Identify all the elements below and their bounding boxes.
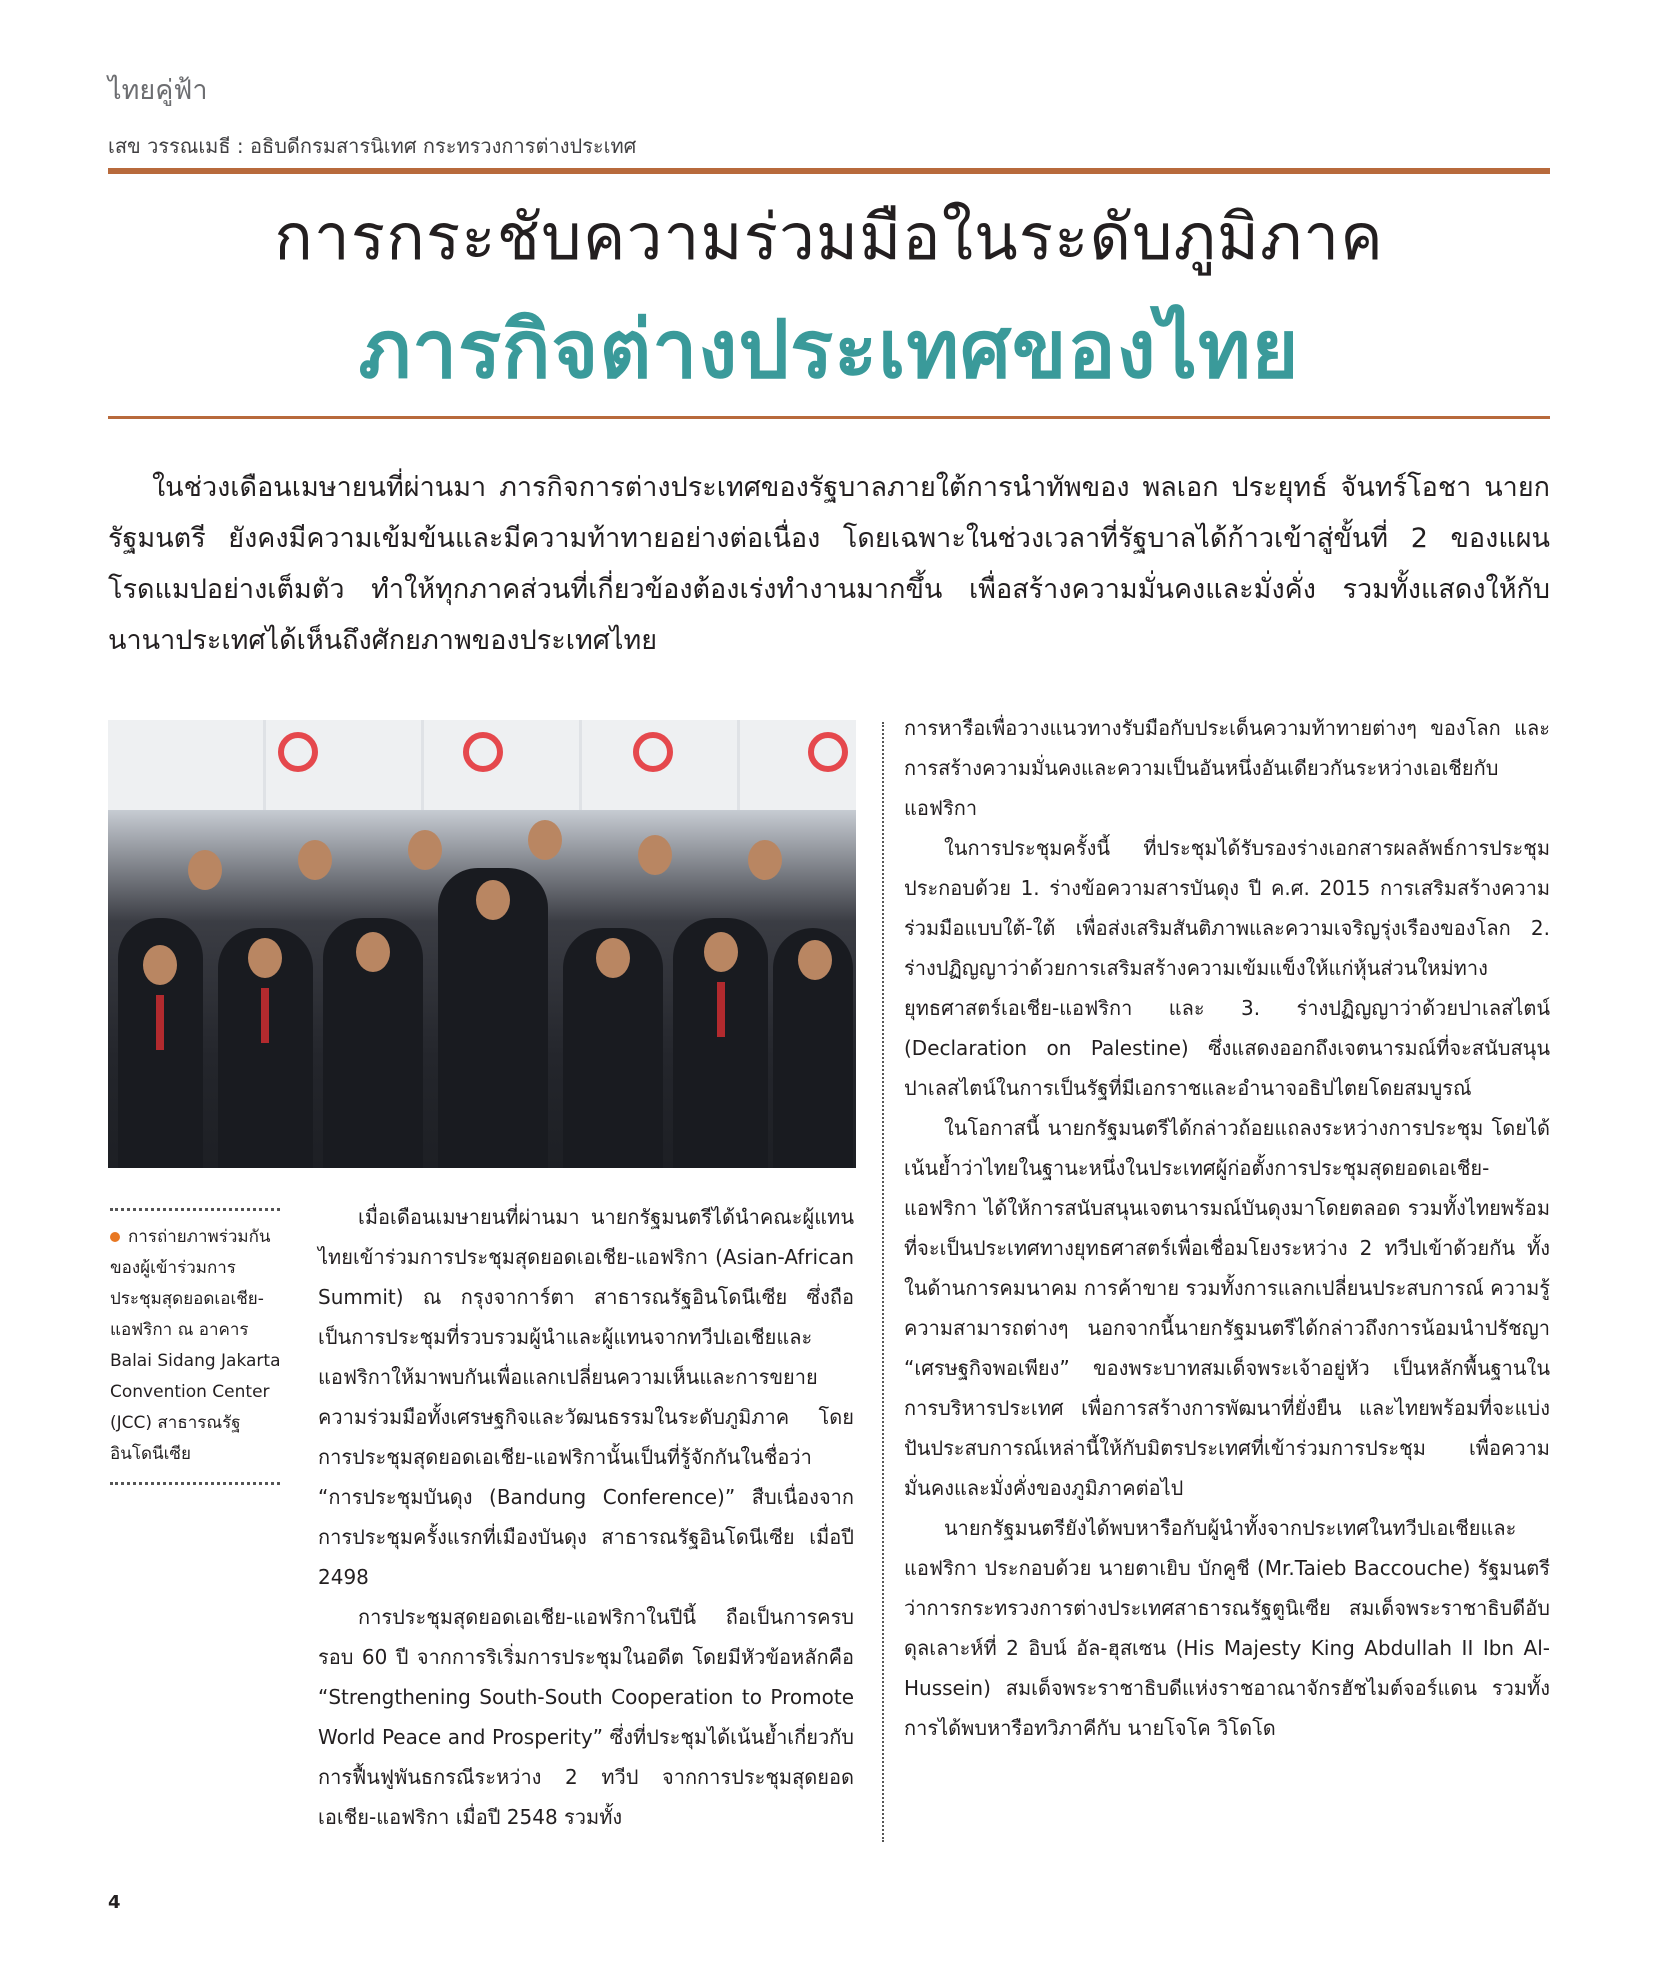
logo-icon xyxy=(808,732,848,772)
section-label: ไทยคู่ฟ้า xyxy=(108,75,208,106)
tie xyxy=(717,982,725,1037)
body-paragraph: เมื่อเดือนเมษายนที่ผ่านมา นายกรัฐมนตรีได้นำคณะผู้แทนไทยเข้าร่วมการประชุมสุดยอดเอเชีย-แอฟริกา (Asian-African Summit) ณ กรุงจาการ์ตา สาธารณรัฐอินโดนีเซีย ซึ่งถือเป็นการประชุมที่รวบรวมผู้นำและผู้แทนจากทวีปเอเชียและแอฟริกาให้มาพบกันเพื่อแลกเปลี่ยนความเห็นและการขยายความร่วมมือทั้งเศรษฐกิจและวัฒนธรรมในระดับภูมิภาค โดยการประชุมสุดยอดเอเชีย-แอฟริกานั้นเป็นที่รู้จักกันในชื่อว่า “การประชุมบันดุง (Bandung Conference)” สืบเนื่องจากการประชุมครั้งแรกที่เมืองบันดุง สาธารณรัฐอินโดนีเซีย เมื่อปี 2498 xyxy=(318,1205,854,1589)
tie xyxy=(156,995,164,1050)
person-head xyxy=(248,938,282,978)
lead-paragraph: ในช่วงเดือนเมษายนที่ผ่านมา ภารกิจการต่างประเทศของรัฐบาลภายใต้การนำทัพของ พลเอก ประยุทธ์ จันทร์โอชา นายกรัฐมนตรี ยังคงมีความเข้มข้นและมีความท้าทายอย่างต่อเนื่อง โดยเฉพาะในช่วงเวลาที่รัฐบาลได้ก้าวเข้าสู่ขั้นที่ 2 ของแผนโรดแมปอย่างเต็มตัว ทำให้ทุกภาคส่วนที่เกี่ยวข้องต้องเร่งทำงานมากขึ้น เพื่อสร้างความมั่นคงและมั่งคั่ง รวมทั้งแสดงให้กับนานาประเทศได้เห็นถึงศักยภาพของประเทศไทย xyxy=(108,472,1550,656)
person-head xyxy=(356,932,390,972)
logo-icon xyxy=(633,732,673,772)
middle-column xyxy=(318,1197,854,1837)
summit-group-photo xyxy=(108,720,856,1168)
person-head xyxy=(798,940,832,980)
title-rule xyxy=(108,416,1550,419)
person-head xyxy=(596,938,630,978)
caption-text: การถ่ายภาพร่วมกันของผู้เข้าร่วมการประชุมสุดยอดเอเชีย-แอฟริกา ณ อาคาร Balai Sidang Jakarta Convention Center (JCC) สาธารณรัฐอินโดนีเซีย xyxy=(110,1227,281,1464)
body-paragraph: การประชุมสุดยอดเอเชีย-แอฟริกาในปีนี้ ถือเป็นการครบรอบ 60 ปี จากการริเริ่มการประชุมในอดีต โดยมีหัวข้อหลักคือ “Strengthening South-South Cooperation to Promote World Peace and Prosperity” ซึ่งที่ประชุมได้เน้นย้ำเกี่ยวกับการฟื้นฟูพันธกรณีระหว่าง 2 ทวีป จากการประชุมสุดยอดเอเชีย-แอฟริกา เมื่อปี 2548 รวมทั้ง xyxy=(318,1605,854,1829)
person-head xyxy=(408,830,442,870)
body-paragraph: การหารือเพื่อวางแนวทางรับมือกับประเด็นความท้าทายต่างๆ ของโลก และการสร้างความมั่นคงและความเป็นอันหนึ่งอันเดียวกันระหว่างเอเชียกับแอฟริกา xyxy=(904,716,1550,820)
person-head xyxy=(476,880,510,920)
logo-icon xyxy=(463,732,503,772)
tie xyxy=(261,988,269,1043)
page-title: การกระชับความร่วมมือในระดับภูมิภาค xyxy=(274,201,1384,275)
bullet-icon xyxy=(110,1232,120,1242)
person-head xyxy=(188,850,222,890)
person-head xyxy=(528,820,562,860)
body-paragraph: ในการประชุมครั้งนี้ ที่ประชุมได้รับรองร่างเอกสารผลลัพธ์การประชุม ประกอบด้วย 1. ร่างข้อความสารบันดุง ปี ค.ศ. 2015 การเสริมสร้างความร่วมมือแบบใต้-ใต้ เพื่อส่งเสริมสันติภาพและความเจริญรุ่งเรืองของโลก 2. ร่างปฏิญญาว่าด้วยการเสริมสร้างความเข้มแข็งให้แก่หุ้นส่วนใหม่ทางยุทธศาสตร์เอเชีย-แอฟริกา และ 3. ร่างปฏิญญาว่าด้วยปาเลสไตน์ (Declaration on Palestine) ซึ่งแสดงออกถึงเจตนารมณ์ที่จะสนับสนุนปาเลสไตน์ในการเป็นรัฐที่มีเอกราชและอำนาจอธิปไตยโดยสมบูรณ์ xyxy=(904,836,1550,1100)
person-head xyxy=(143,945,177,985)
page-number: 4 xyxy=(108,1892,121,1913)
caption-bottom-divider xyxy=(110,1482,280,1485)
top-rule xyxy=(108,168,1550,174)
body-paragraph: นายกรัฐมนตรียังได้พบหารือกับผู้นำทั้งจากประเทศในทวีปเอเชียและแอฟริกา ประกอบด้วย นายตาเยิบ บักคูชี (Mr.Taieb Baccouche) รัฐมนตรีว่าการกระทรวงการต่างประเทศสาธารณรัฐตูนิเซีย สมเด็จพระราชาธิบดีอับดุลเลาะห์ที่ 2 อิบน์ อัล-ฮุสเซน (His Majesty King Abdullah II Ibn Al-Hussein) สมเด็จพระราชาธิบดีแห่งราชอาณาจักรฮัชไมต์จอร์แดน รวมทั้งการได้พบหารือทวิภาคีกับ นายโจโค วิโดโด xyxy=(904,1516,1550,1740)
body-paragraph: ในโอกาสนี้ นายกรัฐมนตรีได้กล่าวถ้อยแถลงระหว่างการประชุม โดยได้เน้นย้ำว่าไทยในฐานะหนึ่งในประเทศผู้ก่อตั้งการประชุมสุดยอดเอเชีย-แอฟริกา ได้ให้การสนับสนุนเจตนารมณ์บันดุงมาโดยตลอด รวมทั้งไทยพร้อมที่จะเป็นประเทศทางยุทธศาสตร์เพื่อเชื่อมโยงระหว่าง 2 ทวีปเข้าด้วยกัน ทั้งในด้านการคมนาคม การค้าขาย รวมทั้งการแลกเปลี่ยนประสบการณ์ ความรู้ ความสามารถต่างๆ นอกจากนี้นายกรัฐมนตรีได้กล่าวถึงการน้อมนำปรัชญา “เศรษฐกิจพอเพียง” ของพระบาทสมเด็จพระเจ้าอยู่หัว เป็นหลักพื้นฐานในการบริหารประเทศ เพื่อการสร้างการพัฒนาที่ยั่งยืน และไทยพร้อมที่จะแบ่งปันประสบการณ์เหล่านี้ให้กับมิตรประเทศที่เข้าร่วมการประชุม เพื่อความมั่นคงและมั่งคั่งของภูมิภาคต่อไป xyxy=(904,1116,1550,1500)
right-column xyxy=(904,708,1550,1748)
byline: เสข วรรณเมธี : อธิบดีกรมสารนิเทศ กระทรวงการต่างประเทศ xyxy=(108,134,637,158)
person-head xyxy=(704,932,738,972)
caption-top-divider xyxy=(110,1208,280,1211)
page-subtitle: ภารกิจต่างประเทศของไทย xyxy=(358,303,1300,396)
person-head xyxy=(298,840,332,880)
person-head xyxy=(638,835,672,875)
photo-caption xyxy=(110,1222,290,1470)
logo-icon xyxy=(278,732,318,772)
column-separator xyxy=(882,722,884,1842)
person-head xyxy=(748,840,782,880)
